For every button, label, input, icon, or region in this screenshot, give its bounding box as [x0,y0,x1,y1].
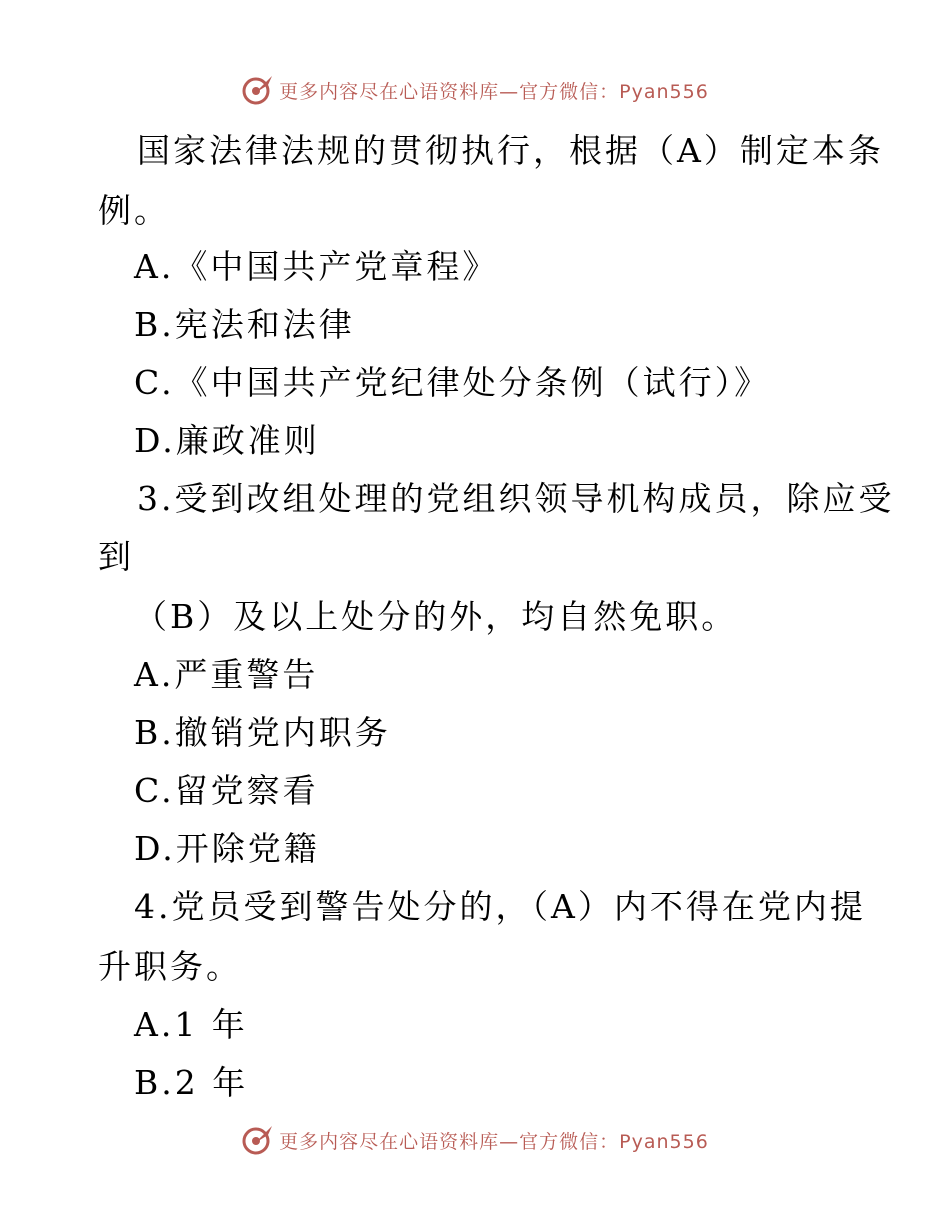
text-line: A.1 年 [134,1005,248,1044]
text-line: B.撤销党内职务 [134,713,391,752]
text-line: 例。 [98,191,170,230]
text-line: （B）及以上处分的外，均自然免职。 [134,597,738,636]
text-line: A.《中国共产党章程》 [134,247,499,286]
header-watermark [0,70,950,110]
text-line: 到 [98,537,134,576]
text-line: A.严重警告 [134,655,319,694]
text-line: C.留党察看 [134,771,319,810]
text-line: 3.受到改组处理的党组织领导机构成员，除应受 [137,479,895,518]
quill-logo-icon [241,1123,275,1157]
text-line: 升职务。 [98,947,242,986]
watermark-text: 更多内容尽在心语资料库—官方微信：Pyan556 [279,1130,709,1153]
text-line: 国家法律法规的贯彻执行，根据（A）制定本条 [137,131,884,170]
text-line: C.《中国共产党纪律处分条例（试行）》 [134,363,771,402]
text-line: D.开除党籍 [134,829,320,868]
text-line: B.宪法和法律 [134,305,355,344]
text-line: 4.党员受到警告处分的，（A）内不得在党内提 [134,887,866,926]
text-line: B.2 年 [134,1063,249,1102]
text-line: D.廉政准则 [134,421,320,460]
watermark-text: 更多内容尽在心语资料库—官方微信：Pyan556 [279,80,709,103]
quill-logo-icon [241,73,275,107]
footer-watermark [0,1120,950,1160]
